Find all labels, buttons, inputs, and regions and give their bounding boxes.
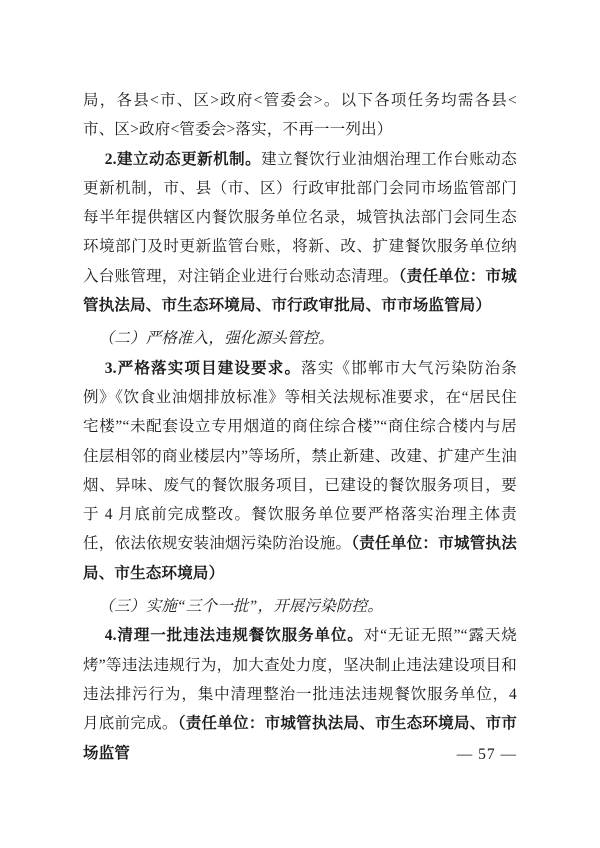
bold-text-run: 3.严格落实项目建设要求。 bbox=[104, 359, 302, 377]
text-run: 建立餐饮行业油烟治理工作台账动态更新机制，市、县（市、区）行政审批部门会同市场监管部门每半年提供辖区内餐饮服务单位名录，城管执法部门会同生态环境部门及时更新监管台账，将新、改、扩建餐饮服务单位纳入台账管理，对注销企业进行台账动态清理。 bbox=[83, 150, 518, 285]
section-heading bbox=[83, 592, 517, 621]
page-number: — 57 — bbox=[456, 746, 517, 763]
bold-text-run: 2.建立动态更新机制。 bbox=[104, 150, 262, 168]
paragraph bbox=[83, 354, 517, 588]
paragraph bbox=[83, 86, 517, 145]
text-run: （三）实施“三个一批”，开展污染防控。 bbox=[98, 598, 384, 616]
document-body bbox=[83, 86, 517, 768]
bold-text-run: （责任单位：市城管执法局、市生态环境局、市市场监管 bbox=[83, 715, 518, 762]
bold-text-run: （责任单位：市城管执法局、市生态环境局、市行政审批局、市市场监管局） bbox=[83, 267, 517, 315]
text-run: 局，各县<市、区>政府<管委会>。以下各项任务均需各县<市、区>政府<管委会>落实，不再一一列出） bbox=[83, 92, 517, 139]
bold-text-run: 4.清理一批违法违规餐饮服务单位。 bbox=[104, 627, 364, 645]
text-run: （二）严格准入，强化源头管控。 bbox=[98, 330, 335, 348]
section-heading bbox=[83, 324, 517, 353]
bold-text-run: （责任单位：市城管执法局、市生态环境局） bbox=[83, 535, 517, 582]
paragraph bbox=[83, 621, 517, 767]
text-run: 落实《邯郸市大气污染防治条例》《饮食业油烟排放标准》等相关法规标准要求，在“居民住宅楼”“未配套设立专用烟道的商住综合楼”“商住综合楼内与居住层相邻的商业楼层内”等场所，禁止新建、改建、扩建产生油烟、异味、废气的餐饮服务项目，已建设的餐饮服务项目，要于 4 月底前完成整改。餐饮服务单位要严格落实治理主体责任，依法依规安装油烟污染防治设施。 bbox=[83, 359, 517, 553]
text-run: 对“无证无照”“露天烧烤”等违法违规行为，加大查处力度，坚决制止违法建设项目和违法排污行为，集中清理整治一批违法违规餐饮服务单位，4 月底前完成。 bbox=[83, 627, 518, 733]
paragraph bbox=[83, 145, 517, 321]
